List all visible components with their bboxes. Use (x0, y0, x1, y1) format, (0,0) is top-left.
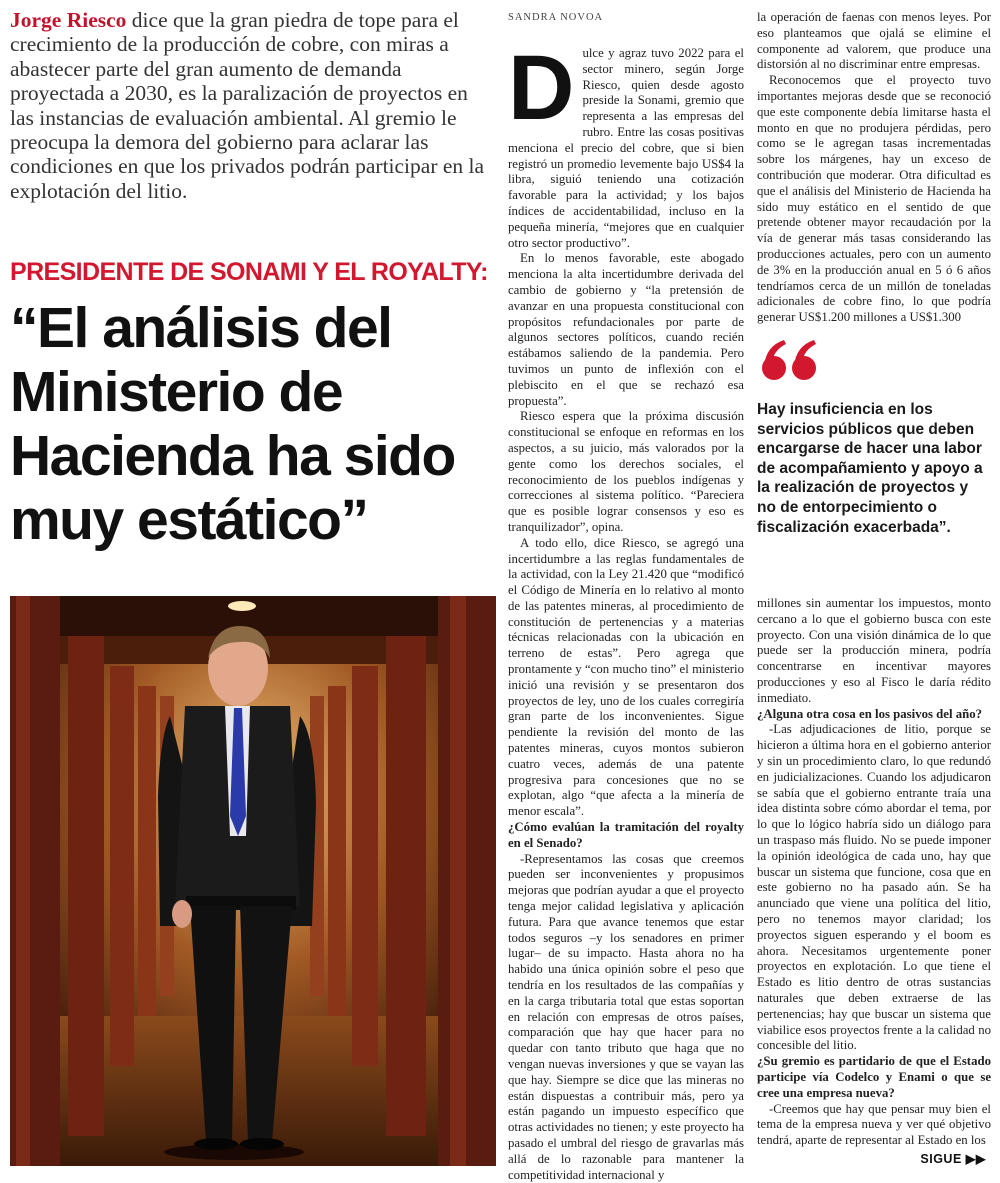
kicker: PRESIDENTE DE SONAMI Y EL ROYALTY: (10, 258, 488, 286)
paragraph: Reconocemos que el proyecto tuvo importantes mejoras desde que se reconoció que este componente debía limitarse hasta el monto en que no produjera pérdidas, pero como se le agregan tasas incrementadas sobre los márgenes, hay un exceso de contribución que moderar. Otra dificultad es que el análisis del Ministerio de Hacienda ha sido muy estático en el sentido de que pretende obtener mayor recaudación por la vía de generar más tasas considerando las producciones actuales, pero con un aumento de 3% en la producción anual en 5 ó 6 años tendríamos cerca de un millón de toneladas adicionales de cobre fino, lo que podría generar US$1.200 millones a US$1.300 (757, 73, 991, 325)
article-column-1 (508, 37, 744, 1183)
portrait-photo (10, 596, 496, 1166)
paragraph: la operación de faenas con menos leyes. Por eso planteamos que ojalá se elimine el componente ad valorem, que produce una distorsión al no discriminar entre empresas. (757, 10, 991, 72)
byline: SANDRA NOVOA (508, 12, 604, 23)
lede-paragraph (10, 8, 490, 203)
paragraph: Riesco espera que la próxima discusión constitucional se enfoque en reformas en los aspectos, a su juicio, más valorados por la gente como los derechos sociales, el reconocimiento de los pueblos indígenas y correcciones al sistema político. “Pareciera que es posible lograr consensos y eso es tranquilizador”, opina. (508, 409, 744, 534)
continue-marker[interactable]: SIGUE ▶▶ (920, 1152, 986, 1166)
quote-mark-icon (760, 338, 820, 387)
paragraph: millones sin aumentar los impuestos, monto cercano a lo que el gobierno busca con este proyecto. Con una visión dinámica de lo que puede ser la producción minera, podría concentrarse en incentivar mayores producciones y eso al Fisco le daría rédito inmediato. (757, 596, 991, 705)
interview-answer: -Representamos las cosas que creemos pueden ser inconvenientes y propusimos mejoras que podrían ayudar a que el proyecto tenga mejor calidad legislativa y aplicación futura. Para que avance tenemos que estar todos seguros –y los senadores en primer lugar– de su impacto. Hasta ahora no ha habido una única opinión sobre el peso que tendría en los resultados de las compañías y en la carga tributaria total que estas soportan en relación con empresas de otros países, comparación que hay que hacer para no quedar con tanto tributo que haga que no vengan nuevas inversiones y que se vayan las que hay. Siempre se dice que las mineras no están dispuestas a contribuir más, pero ya están pagando un impuesto específico que otras actividades no tienen; y este proyecto ha pasado el umbral del riesgo de gravarlas más allá de lo razonable para mantener la competitividad internacional y (508, 851, 744, 1182)
paragraph: ulce y agraz tuvo 2022 para el sector minero, según Jorge Riesco, quien desde agosto preside la Sonami, gremio que representa a las empresas del rubro. Entre las cosas positivas menciona el precio del cobre, que si bien registró un promedio levemente bajo US$4 la libra, siguió teniendo una cotización favorable para la actividad; y los bajos índices de accidentabilidad, incluso en la pequeña minería, “mejores que en cualquier otro sector productivo”. (508, 46, 744, 250)
drop-cap: D (508, 37, 575, 139)
pull-quote: Hay insuficiencia en los servicios públicos que deben encargarse de hacer una labor de acompañamiento y apoyo a la realización de proyectos y no de entorpecimiento o fiscalización exacerbada”. (757, 401, 983, 536)
paragraph: En lo menos favorable, este abogado menciona la alta incertidumbre derivada del cambio de gobierno y “la pretensión de avanzar en una propuesta constitucional con propósitos refundacionales por parte de algunos sectores políticos, cuando recién estábamos saliendo de la pandemia. Pero tuvimos un punto de inflexión con el plebiscito en el que se rechazó esa propuesta”. (508, 251, 744, 408)
article-column-2-top (757, 10, 991, 326)
interview-question: ¿Alguna otra cosa en los pasivos del año? (757, 706, 983, 721)
interview-question: ¿Cómo evalúan la tramitación del royalty en el Senado? (508, 820, 744, 850)
article-column-2-bottom (757, 596, 991, 1149)
headline: “El análisis del Ministerio de Hacienda ha sido muy estático” (10, 296, 455, 552)
interview-answer: -Las adjudicaciones de litio, porque se hicieron a última hora en el gobierno anterior y sin un procedimiento claro, lo que redundó en judicializaciones. Cuando los adjudicaron se sabía que el gobierno entrante traía una idea distinta sobre cómo abordar el tema, por lo que lo lógico habría sido un diálogo para un traspaso más fluido. No se puede imponer la opinión ideológica de cada uno, hay que buscar un sistema que funcione, cosa que en este gobierno no ha pasado aún. Se ha anunciado que viene una política del litio, pero no tenemos mayor claridad; los proyectos siguen esperando y el boom es ahora. Necesitamos urgentemente poner proyectos en explotación. Lo que tiene el Estado es litio dentro de otras sustancias naturales que deben extraerse de las pertenencias; hay que buscar un sistema que viabilice esos proyectos frente a la calidad no concesible del litio. (757, 722, 991, 1053)
lede-name: Jorge Riesco (10, 8, 127, 32)
paragraph: A todo ello, dice Riesco, se agregó una incertidumbre a las reglas fundamentales de la actividad, con la Ley 21.420 que “modificó el Código de Minería en lo relativo al monto de las patentes mineras, al procedimiento de constitución de pertenencias y a materias técnicas relacionadas con la ubicación en terreno de estas”. Pero agrega que prontamente y “con mucho tino” el ministerio inició una revisión y se presentaron dos proyectos de ley, uno de los cuales corregiría gran parte de los inconvenientes. Sigue pendiente la revisión del monto de las patentes mineras, cuyos montos subieron cuatro veces, además de una patente progresiva para concesiones que no se explotan, algo “que afecta a la minería de menor escala”. (508, 535, 744, 819)
lede-text: dice que la gran piedra de tope para el crecimiento de la producción de cobre, con miras a abastecer parte del gran aumento de demanda proyectada a 2030, es la paralización de proyectos en las instancias de evaluación ambiental. Al gremio le preocupa la demora del gobierno para aclarar las condiciones en que los privados podrán participar en la explotación del litio. (10, 8, 485, 203)
interview-question: ¿Su gremio es partidario de que el Estado participe vía Codelco y Enami o que se cree una empresa nueva? (757, 1054, 991, 1100)
portrait-illustration (10, 596, 496, 1166)
interview-answer: -Creemos que hay que pensar muy bien el tema de la empresa nueva y ver qué objetivo tendrá, aparte de representar al Estado en los (757, 1101, 991, 1148)
